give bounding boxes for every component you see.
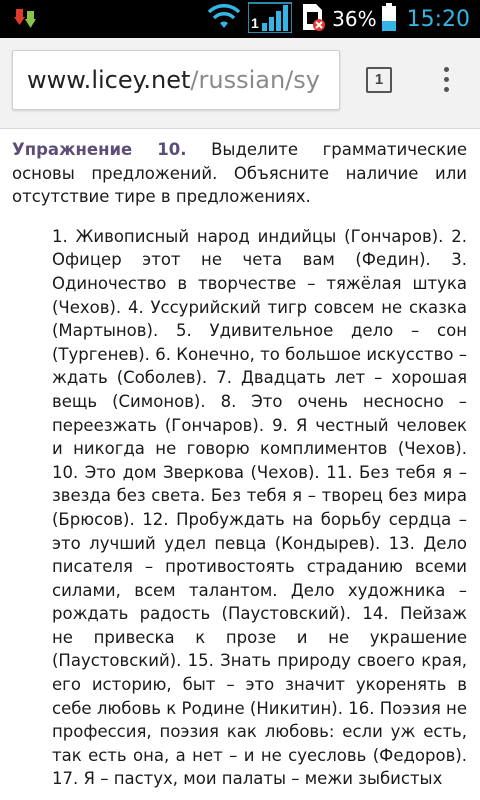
exercise-instruction: Выделите грамматические основы предложений. Объясните наличие или отсутствие тире в предложениях.	[12, 140, 468, 207]
url-text[interactable]	[27, 65, 320, 95]
wifi-icon	[206, 2, 242, 36]
exercise-body: 1. Живописный народ индийцы (Гончаров). 2. Офицер этот не чета вам (Федин). 3. Одиночество в творчестве – тяжёлая штука (Чехов). 4. Уссурийский тигр совсем не сказка (Мартынов). 5. Удивительное дело – сон (Тургенев). 6. Конечно, то большое искусство – ждать (Соболев). 7. Двадцать лет – хорошая вещь (Симонов). 8. Это очень несносно – переезжать (Гончаров). 9. Я честный человек и никогда не говорю комплиментов (Чехов). 10. Это дом Зверкова (Чехов). 11. Без тебя я – звезда без света. Без тебя я – творец без мира (Брюсов). 12. Пробуждать на борьбу сердца – это лучший удел певца (Кондырев). 13. Дело писателя – противостоять страданию всеми силами, всем талантом. Дело художника – рождать радость (Паустовский). 14. Пейзаж не привеска к прозе и не украшение (Паустовский). 15. Знать природу своего края, его историю, быт – это значит укоренять в себе любовь к Родине (Никитин). 16. Поэзия не профессия, поэзия как любовь: если уж есть, так есть она, а нет – и не суесловь (Федоров). 17. Я – пастух, мои палаты – межи зыбистых	[52, 226, 467, 789]
battery-percent: 36%	[332, 7, 377, 31]
signal-icon	[248, 1, 292, 37]
no-sim-icon	[300, 2, 326, 36]
status-bar	[0, 0, 480, 38]
exercise-title: Упражнение 10.	[12, 140, 187, 159]
url-domain: www.licey.net	[27, 66, 191, 94]
article-content	[12, 138, 467, 791]
browser-toolbar	[0, 38, 480, 129]
url-path: /russian/sy	[190, 66, 320, 94]
url-bar[interactable]	[12, 50, 340, 110]
tab-switcher-button[interactable]: 1	[366, 67, 392, 93]
battery-icon	[381, 2, 397, 36]
exercise-header	[12, 138, 467, 209]
overflow-menu-icon[interactable]	[440, 67, 452, 97]
svg-text:1: 1	[251, 15, 259, 31]
download-notification-icon	[14, 7, 40, 35]
clock: 15:20	[406, 6, 470, 32]
